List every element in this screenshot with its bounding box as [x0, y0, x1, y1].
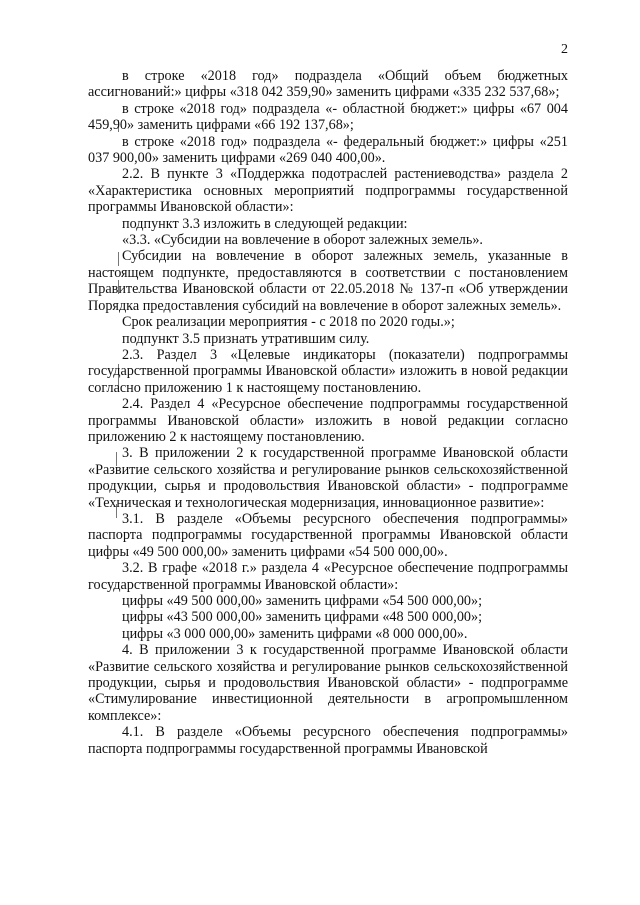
paragraph: в строке «2018 год» подраздела «- областной бюджет:» цифры «67 004 459,90» заменить цифрами «66 192 137,68»; — [88, 100, 568, 134]
paragraph: в строке «2018 год» подраздела «- федеральный бюджет:» цифры «251 037 900,00» заменить цифрами «269 040 400,00». — [88, 133, 568, 167]
paragraph: цифры «3 000 000,00» заменить цифрами «8 000 000,00». — [122, 625, 468, 642]
paragraph: 2.3. Раздел 3 «Целевые индикаторы (показатели) подпрограммы государственной программы Ивановской области» изложить в новой редакции согласно приложению 1 к настоящему постановлению. — [88, 346, 568, 396]
paragraph: Субсидии на вовлечение в оборот залежных земель, указанные в настоящем подпункте, предоставляются в соответствии с постановлением Правительства Ивановской области от 22.05.2018 № 137-п «Об утверждении Порядка предоставления субсидий на вовлечение в оборот залежных земель». — [88, 248, 568, 314]
paragraph: цифры «49 500 000,00» заменить цифрами «54 500 000,00»; — [122, 593, 483, 609]
paragraph: 2.2. В пункте 3 «Поддержка подотраслей растениеводства» раздела 2 «Характеристика основных мероприятий подпрограммы государственной программы Ивановской области»: — [88, 166, 568, 216]
paragraph: 4.1. В разделе «Объемы ресурсного обеспечения подпрограммы» паспорта подпрограммы государственной программы Ивановской — [88, 724, 568, 757]
paragraph: 3.1. В разделе «Объемы ресурсного обеспечения подпрограммы» паспорта подпрограммы государственной программы Ивановской области цифры «49 500 000,00» заменить цифрами «54 500 000,00». — [88, 510, 568, 560]
paragraph: подпункт 3.5 признать утратившим силу. — [122, 330, 370, 347]
paragraph: 3.2. В графе «2018 г.» раздела 4 «Ресурсное обеспечение подпрограммы государственной программы Ивановской области»: — [88, 560, 568, 593]
paragraph: 2.4. Раздел 4 «Ресурсное обеспечение подпрограммы государственной программы Ивановской области» изложить в новой редакции согласно приложению 2 к настоящему постановлению. — [88, 396, 568, 445]
paragraph: подпункт 3.3 изложить в следующей редакции: — [122, 215, 408, 232]
document-body — [88, 68, 568, 757]
paragraph: 3. В приложении 2 к государственной программе Ивановской области «Развитие сельского хозяйства и регулирование рынков сельскохозяйственной продукции, сырья и продовольствия Ивановской области» - подпрограмме «Техническая и технологическая модернизация, инновационное развитие»: — [88, 445, 568, 511]
page-number: 2 — [561, 42, 568, 57]
paragraph: цифры «43 500 000,00» заменить цифрами «48 500 000,00»; — [122, 609, 483, 626]
paragraph: Срок реализации мероприятия - с 2018 по 2020 годы.»; — [122, 314, 455, 331]
paragraph: 4. В приложении 3 к государственной программе Ивановской области «Развитие сельского хозяйства и регулирование рынков сельскохозяйственной продукции, сырья и продовольствия Ивановской области» - подпрограмме «Стимулирование инвестиционной деятельности в агропромышленном комплексе»: — [88, 642, 568, 724]
paragraph: в строке «2018 год» подраздела «Общий объем бюджетных ассигнований:» цифры «318 042 359,90» заменить цифрами «335 232 537,68»; — [88, 68, 568, 101]
paragraph: «3.3. «Субсидии на вовлечение в оборот залежных земель». — [122, 232, 483, 249]
